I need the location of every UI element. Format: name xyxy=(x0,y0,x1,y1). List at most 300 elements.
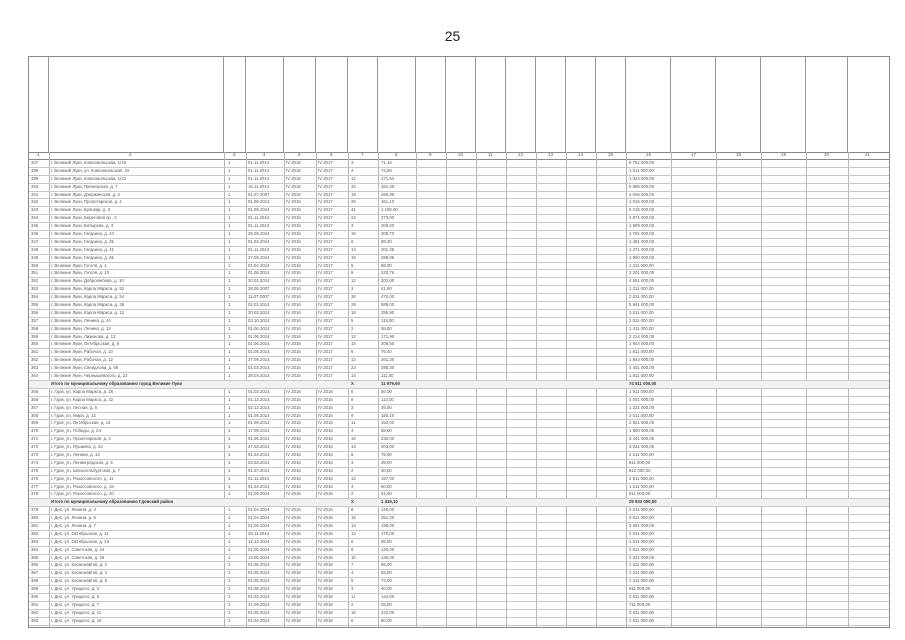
cell-a: 1 xyxy=(228,286,231,292)
cell-address: г. Гдов, ул. Карла Маркса, д. 32 xyxy=(51,396,114,402)
cell-date: 01.05.2014 xyxy=(248,609,270,615)
cell-people: 3 xyxy=(351,404,354,410)
cell-end: IV 2016 xyxy=(318,420,333,426)
cell-date: 01.11.2014 xyxy=(248,175,270,181)
cell-area: 120,00 xyxy=(381,507,395,513)
cell-start: IV 2016 xyxy=(286,412,301,418)
cell-a: 1 xyxy=(228,546,231,552)
cell-end: IV 2016 xyxy=(318,491,333,497)
cell-start: IV 2016 xyxy=(286,246,301,252)
cell-number: 378 xyxy=(31,491,39,497)
cell-number: 386 xyxy=(31,562,39,568)
table-row xyxy=(29,420,889,428)
table-row xyxy=(29,413,889,421)
cell-a: 1 xyxy=(228,530,231,536)
cell-a: 1 xyxy=(228,388,231,394)
cell-date: 01.08.2014 xyxy=(248,586,270,592)
cell-number: 387 xyxy=(31,570,39,576)
cell-date: 01.06.2014 xyxy=(248,333,270,339)
cell-number: 360 xyxy=(31,341,39,347)
cell-start: IV 2016 xyxy=(286,286,301,292)
section-title: Итого по муниципальному образованию Гдовский район xyxy=(51,499,174,505)
cell-address: г. Великие Луки, Добролюбова, д. 10 xyxy=(51,278,124,284)
cell-start: IV 2016 xyxy=(286,491,301,497)
cell-start: IV 2016 xyxy=(286,207,301,213)
cell-people: 11 xyxy=(351,420,356,426)
cell-address: г. Дно, ул. Октябрьская, д. 19 xyxy=(51,538,109,544)
table-row xyxy=(29,294,889,302)
cell-end: IV 2016 xyxy=(318,586,333,592)
cell-total-cost: 1 911 000,00 xyxy=(629,388,654,394)
cell-end: IV 2017 xyxy=(318,278,333,284)
cell-number: 376 xyxy=(31,475,39,481)
cell-number: 353 xyxy=(31,286,39,292)
cell-a: 1 xyxy=(228,522,231,528)
cell-people: 7 xyxy=(351,562,354,568)
table-row xyxy=(29,547,889,555)
cell-address: г. Великие Луки, Пролетарская, д. 2 xyxy=(51,199,122,205)
cell-area: 220,76 xyxy=(381,270,395,276)
cell-start: IV 2016 xyxy=(286,428,301,434)
header-col-15 xyxy=(626,57,671,152)
cell-date: 01.11.2014 xyxy=(248,215,270,221)
cell-people: 16 xyxy=(351,515,356,521)
header-col-a xyxy=(224,57,246,152)
cell-people: 2 xyxy=(351,491,354,497)
cell-date: 01.05.2014 xyxy=(248,341,270,347)
cell-number: 338 xyxy=(31,167,39,173)
cell-total-cost: 5 866 000,00 xyxy=(629,183,655,189)
cell-people: 41 xyxy=(351,207,356,213)
cell-number: 373 xyxy=(31,451,39,457)
cell-number: 346 xyxy=(31,231,39,237)
cell-date: 01.12.2014 xyxy=(248,396,270,402)
table-row xyxy=(29,484,889,492)
cell-people: 2 xyxy=(351,325,354,331)
cell-a: 1 xyxy=(228,254,231,260)
cell-area: 115,00 xyxy=(381,317,394,323)
cell-total-cost: 1 800 000,00 xyxy=(629,428,655,434)
cell-start: IV 2016 xyxy=(286,420,301,426)
cell-total-cost: 1 024 000,00 xyxy=(629,175,655,181)
cell-address: г. Великие Луки, Карла Маркса, д. 36 xyxy=(51,302,125,308)
cell-a: 1 xyxy=(228,467,231,473)
cell-end: IV 2016 xyxy=(318,388,333,394)
col-number: 19 xyxy=(781,152,787,157)
cell-area: 470,00 xyxy=(381,294,395,300)
cell-number: 362 xyxy=(31,357,39,363)
table-row xyxy=(29,239,889,247)
header-col-10 xyxy=(476,57,506,152)
cell-address: г. Великие Луки, Пионерская, д. 7 xyxy=(51,183,118,189)
cell-end: IV 2017 xyxy=(318,238,333,244)
cell-end: IV 2016 xyxy=(318,404,333,410)
cell-area: 58,00 xyxy=(381,570,392,576)
cell-start: IV 2016 xyxy=(286,538,301,544)
cell-start: IV 2016 xyxy=(286,254,301,260)
cell-total-cost: 1 909 000,00 xyxy=(629,223,655,229)
cell-date: 17.09.2014 xyxy=(248,428,270,434)
cell-date: 27.09.2014 xyxy=(248,254,270,260)
cell-address: г. Великие Луки, Октябрьская, д. 6 xyxy=(51,341,120,347)
cell-start: IV 2016 xyxy=(286,357,301,363)
cell-end: IV 2016 xyxy=(318,444,333,450)
cell-a: 1 xyxy=(228,302,231,308)
cell-address: г. Гдов, ул. Ленинградская, д. 5 xyxy=(51,459,113,465)
cell-end: IV 2017 xyxy=(318,325,333,331)
cell-end: IV 2016 xyxy=(318,515,333,521)
table-row xyxy=(29,168,889,176)
cell-total-cost: 4 651 000,00 xyxy=(629,278,655,284)
cell-address: г. Гдов, ул. Пролетарская, д. 4 xyxy=(51,436,111,442)
cell-area: 198,00 xyxy=(381,522,395,528)
cell-start: IV 2016 xyxy=(286,325,301,331)
cell-a: 1 xyxy=(228,160,231,165)
cell-total-cost: 4 401 000,00 xyxy=(629,365,655,371)
cell-number: 350 xyxy=(31,262,39,268)
table-row xyxy=(29,491,889,499)
cell-start: IV 2016 xyxy=(286,270,301,276)
cell-address: г. Великие Луки, Лизюкова, д. 13 xyxy=(51,333,116,339)
cell-area: 585,00 xyxy=(381,302,395,308)
cell-area: 261,30 xyxy=(381,357,395,363)
cell-total-cost: 4 871 000,00 xyxy=(629,215,655,221)
cell-start: IV 2016 xyxy=(286,175,301,181)
cell-date: 20.03.2014 xyxy=(248,309,270,315)
cell-date: 21.09.2014 xyxy=(248,601,270,607)
cell-total-cost: 6 751 000,00 xyxy=(629,160,655,165)
column-number-row xyxy=(29,152,889,160)
cell-people: 12 xyxy=(351,475,356,481)
cell-number: 380 xyxy=(31,515,39,521)
cell-number: 374 xyxy=(31,459,39,465)
cell-address: г. Великие Луки, Береговой пр., 2 xyxy=(51,215,117,221)
cell-number: 393 xyxy=(31,617,39,623)
cell-a: 1 xyxy=(228,373,231,379)
col-number: 7 xyxy=(361,152,364,157)
cell-total-cost: 4 011 000,00 xyxy=(629,515,654,521)
cell-number: 366 xyxy=(31,396,39,402)
cell-area: 80,00 xyxy=(381,617,392,623)
cell-total-cost: 5 941 000,00 xyxy=(629,302,655,308)
cell-people: 5 xyxy=(351,578,354,584)
col-number: 12 xyxy=(518,152,524,157)
cell-start: IV 2016 xyxy=(286,341,301,347)
cell-number: 347 xyxy=(31,238,39,244)
cell-people: 23 xyxy=(351,365,356,371)
table-row xyxy=(29,207,889,215)
cell-address: г. Гдов, ул. Рокоссовского, д. 18 xyxy=(51,483,114,489)
cell-a: 1 xyxy=(228,231,231,237)
cell-a: 1 xyxy=(228,365,231,371)
cell-area: 41,90 xyxy=(381,286,392,292)
col-number: 2 xyxy=(129,152,132,157)
table-row xyxy=(29,270,889,278)
cell-area: 208,50 xyxy=(381,341,395,347)
cell-area: 180,10 xyxy=(381,412,395,418)
cell-address: г. Великий Луки, Комсомольская, 1/16 xyxy=(51,160,127,165)
cell-end: IV 2017 xyxy=(318,199,333,205)
cell-people: 34 xyxy=(351,183,356,189)
cell-end: IV 2017 xyxy=(318,286,333,292)
cell-end: IV 2016 xyxy=(318,475,333,481)
table-row xyxy=(29,555,889,563)
table-row xyxy=(29,562,889,570)
cell-number: 364 xyxy=(31,373,39,379)
cell-people: 12 xyxy=(351,278,356,284)
cell-area: 56,00 xyxy=(381,388,392,394)
cell-people: 19 xyxy=(351,191,356,197)
cell-a: 1 xyxy=(228,325,231,331)
cell-start: IV 2016 xyxy=(286,373,301,379)
cell-area: 71,16 xyxy=(381,160,392,165)
cell-a: 1 xyxy=(228,396,231,402)
table-row xyxy=(29,302,889,310)
cell-total-cost: 811 000,00 xyxy=(629,459,651,465)
cell-start: IV 2016 xyxy=(286,436,301,442)
cell-start: IV 2016 xyxy=(286,483,301,489)
table-row xyxy=(29,278,889,286)
cell-area: 75,00 xyxy=(381,451,392,457)
cell-total-cost: 812 000,00 xyxy=(629,467,651,473)
cell-address: г. Великие Луки, Гоголя, д. 10 xyxy=(51,270,110,276)
cell-total-cost: 1 611 000,00 xyxy=(629,617,654,623)
cell-address: г. Гдов, ул. Победы, д. 24 xyxy=(51,428,101,434)
cell-address: г. Великие Луки, Карла Маркса, д. 54 xyxy=(51,294,125,300)
cell-number: 370 xyxy=(31,428,39,434)
cell-end: IV 2016 xyxy=(318,507,333,513)
cell-number: 388 xyxy=(31,578,39,584)
cell-end: IV 2016 xyxy=(318,522,333,528)
cell-a: 1 xyxy=(228,515,231,521)
cell-date: 01.06.2014 xyxy=(248,522,270,528)
cell-total-cost: 1 451 000,00 xyxy=(629,238,655,244)
cell-start: IV 2016 xyxy=(286,309,301,315)
cell-date: 03.03.2014 xyxy=(248,459,270,465)
cell-a: 1 xyxy=(228,554,231,560)
cell-address: г. Гдов, ул. Ленина, д. 14 xyxy=(51,451,100,457)
table-row xyxy=(29,618,889,626)
cell-start: IV 2016 xyxy=(286,215,301,221)
cell-start: IV 2016 xyxy=(286,278,301,284)
cell-people: 4 xyxy=(351,570,354,576)
table-body xyxy=(29,160,889,626)
col-number: 3 xyxy=(233,152,236,157)
cell-total-cost: 4 001 000,00 xyxy=(629,396,655,402)
cell-address: г. Великие Луки, Гагарина, д. 31 xyxy=(51,246,114,252)
cell-a: 1 xyxy=(228,341,231,347)
cell-area: 111,00 xyxy=(381,373,394,379)
cell-people: 16 xyxy=(351,309,356,315)
cell-end: IV 2017 xyxy=(318,373,333,379)
cell-start: IV 2016 xyxy=(286,238,301,244)
cell-number: 377 xyxy=(31,483,39,489)
cell-date: 01.09.2014 xyxy=(248,491,270,497)
table-row xyxy=(29,594,889,602)
cell-end: IV 2017 xyxy=(318,302,333,308)
table-row xyxy=(29,578,889,586)
header-col-18 xyxy=(761,57,806,152)
cell-people: 8 xyxy=(351,507,354,513)
header-col-20 xyxy=(848,57,889,152)
cell-end: IV 2017 xyxy=(318,191,333,197)
cell-a: 1 xyxy=(228,609,231,615)
header-col-area xyxy=(378,57,416,152)
cell-number: 340 xyxy=(31,183,39,189)
cell-end: IV 2017 xyxy=(318,262,333,268)
cell-total-cost: 2 781 000,00 xyxy=(629,231,655,237)
cell-end: IV 2017 xyxy=(318,223,333,229)
table-row xyxy=(29,452,889,460)
cell-people: 9 xyxy=(351,546,354,552)
cell-address: г. Дно, ул. Космонавтов, д. 2 xyxy=(51,562,108,568)
cell-total-cost: 3 011 000,00 xyxy=(629,412,654,418)
cell-address: г. Дно, ул. Октябрьская, д. 11 xyxy=(51,530,109,536)
cell-start: IV 2016 xyxy=(286,302,301,308)
table-row xyxy=(29,160,889,168)
cell-end: IV 2016 xyxy=(318,578,333,584)
cell-number: 361 xyxy=(31,349,39,355)
cell-people: 14 xyxy=(351,373,356,379)
cell-a: 1 xyxy=(228,436,231,442)
cell-date: 01.11.2014 xyxy=(248,475,270,481)
cell-total-cost: 811 000,00 xyxy=(629,491,651,497)
cell-total-cost: 1 411 000,00 xyxy=(629,578,654,584)
cell-total-cost: 1 911 000,00 xyxy=(629,349,654,355)
cell-total-cost: 1 944 000,00 xyxy=(629,341,655,347)
cell-a: 1 xyxy=(228,483,231,489)
cell-number: 342 xyxy=(31,199,39,205)
cell-start: IV 2016 xyxy=(286,191,301,197)
cell-area: 251,00 xyxy=(381,515,395,521)
cell-start: IV 2016 xyxy=(286,388,301,394)
cell-date: 27.09.2014 xyxy=(248,357,270,363)
cell-address: г. Дно, ул. Ленина, д. 7 xyxy=(51,522,96,528)
cell-address: г. Дно, ул. Урицкого, д. 3 xyxy=(51,586,100,592)
cell-area: 305,70 xyxy=(381,231,395,237)
page-number: 25 xyxy=(444,28,461,44)
cell-area: 88,00 xyxy=(381,538,392,544)
header-col-num xyxy=(29,57,49,152)
table-row xyxy=(29,468,889,476)
cell-total-cost: 2 611 000,00 xyxy=(629,593,654,599)
cell-number: 351 xyxy=(31,270,39,276)
cell-area: 461,10 xyxy=(381,199,395,205)
table-row xyxy=(29,231,889,239)
table-row xyxy=(29,263,889,271)
cell-start: IV 2016 xyxy=(286,231,301,237)
cell-date: 01.11.2014 xyxy=(248,167,270,173)
table-row xyxy=(29,405,889,413)
cell-a: 1 xyxy=(228,246,231,252)
cell-number: 349 xyxy=(31,254,39,260)
cell-people: 6 xyxy=(351,538,354,544)
cell-area: 95,00 xyxy=(381,562,392,568)
header-col-date xyxy=(246,57,284,152)
cell-date: 03.10.2014 xyxy=(248,317,270,323)
cell-start: IV 2016 xyxy=(286,365,301,371)
cell-number: 390 xyxy=(31,593,39,599)
cell-number: 382 xyxy=(31,530,39,536)
cell-number: 352 xyxy=(31,278,39,284)
cell-number: 384 xyxy=(31,546,39,552)
cell-total-cost: 2 011 000,00 xyxy=(629,317,654,323)
header-col-address xyxy=(49,57,224,152)
col-number: 1 xyxy=(37,152,40,157)
cell-date: 28.04.2014 xyxy=(248,373,270,379)
cell-start: IV 2016 xyxy=(286,515,301,521)
cell-area: 74,60 xyxy=(381,167,392,173)
cell-total-cost: 3 451 000,00 xyxy=(629,522,655,528)
table-row xyxy=(29,223,889,231)
cell-total-cost: 2 211 000,00 xyxy=(629,451,654,457)
header-col-17 xyxy=(716,57,761,152)
cell-end: IV 2016 xyxy=(318,593,333,599)
cell-a: 1 xyxy=(228,317,231,323)
cell-address: г. Дно, ул. Урицкого, д. 5 xyxy=(51,593,100,599)
cell-end: IV 2016 xyxy=(318,451,333,457)
cell-end: IV 2017 xyxy=(318,333,333,339)
cell-end: IV 2017 xyxy=(318,341,333,347)
cell-area: 73,00 xyxy=(381,578,392,584)
cell-people: 3 xyxy=(351,586,354,592)
cell-address: г. Великие Луки, Карла Маркса, д. 52 xyxy=(51,286,125,292)
col-number: 14 xyxy=(578,152,584,157)
cell-number: 383 xyxy=(31,538,39,544)
cell-date: 01.04.2014 xyxy=(248,451,270,457)
cell-end: IV 2017 xyxy=(318,175,333,181)
cell-area: 113,00 xyxy=(381,396,394,402)
cell-a: 1 xyxy=(228,586,231,592)
cell-start: IV 2016 xyxy=(286,507,301,513)
col-number: 15 xyxy=(608,152,614,157)
cell-start: IV 2016 xyxy=(286,546,301,552)
col-number: 10 xyxy=(458,152,464,157)
cell-area: 1 106,00 xyxy=(381,207,398,213)
cell-a: 1 xyxy=(228,349,231,355)
cell-people: 6 xyxy=(351,451,354,457)
cell-people: 9 xyxy=(351,412,354,418)
cell-number: 359 xyxy=(31,333,39,339)
cell-people: 9 xyxy=(351,270,354,276)
cell-end: IV 2017 xyxy=(318,309,333,315)
cell-start: IV 2016 xyxy=(286,199,301,205)
cell-end: IV 2016 xyxy=(318,428,333,434)
cell-area: 152,00 xyxy=(381,420,395,426)
cell-date: 27.03.2014 xyxy=(248,444,270,450)
cell-a: 1 xyxy=(228,183,231,189)
col-number: 5 xyxy=(298,152,301,157)
table-row xyxy=(29,476,889,484)
cell-date: 01.11.2013 xyxy=(248,246,270,252)
header-col-13 xyxy=(566,57,596,152)
cell-number: 379 xyxy=(31,507,39,513)
cell-area: 202,00 xyxy=(381,278,395,284)
cell-address: г. Дно, ул. Урицкого, д. 7 xyxy=(51,601,100,607)
cell-area: 58,00 xyxy=(381,428,392,434)
cell-end: IV 2016 xyxy=(318,412,333,418)
cell-area: 157,00 xyxy=(381,475,395,481)
cell-people: 6 xyxy=(351,349,354,355)
cell-number: 343 xyxy=(31,207,39,213)
cell-start: IV 2016 xyxy=(286,404,301,410)
section-total-row xyxy=(29,499,889,507)
cell-end: IV 2016 xyxy=(318,562,333,568)
cell-start: IV 2016 xyxy=(286,522,301,528)
cell-area: 30,00 xyxy=(381,467,392,473)
cell-total-cost: 911 000,00 xyxy=(629,586,651,592)
cell-number: 392 xyxy=(31,609,39,615)
